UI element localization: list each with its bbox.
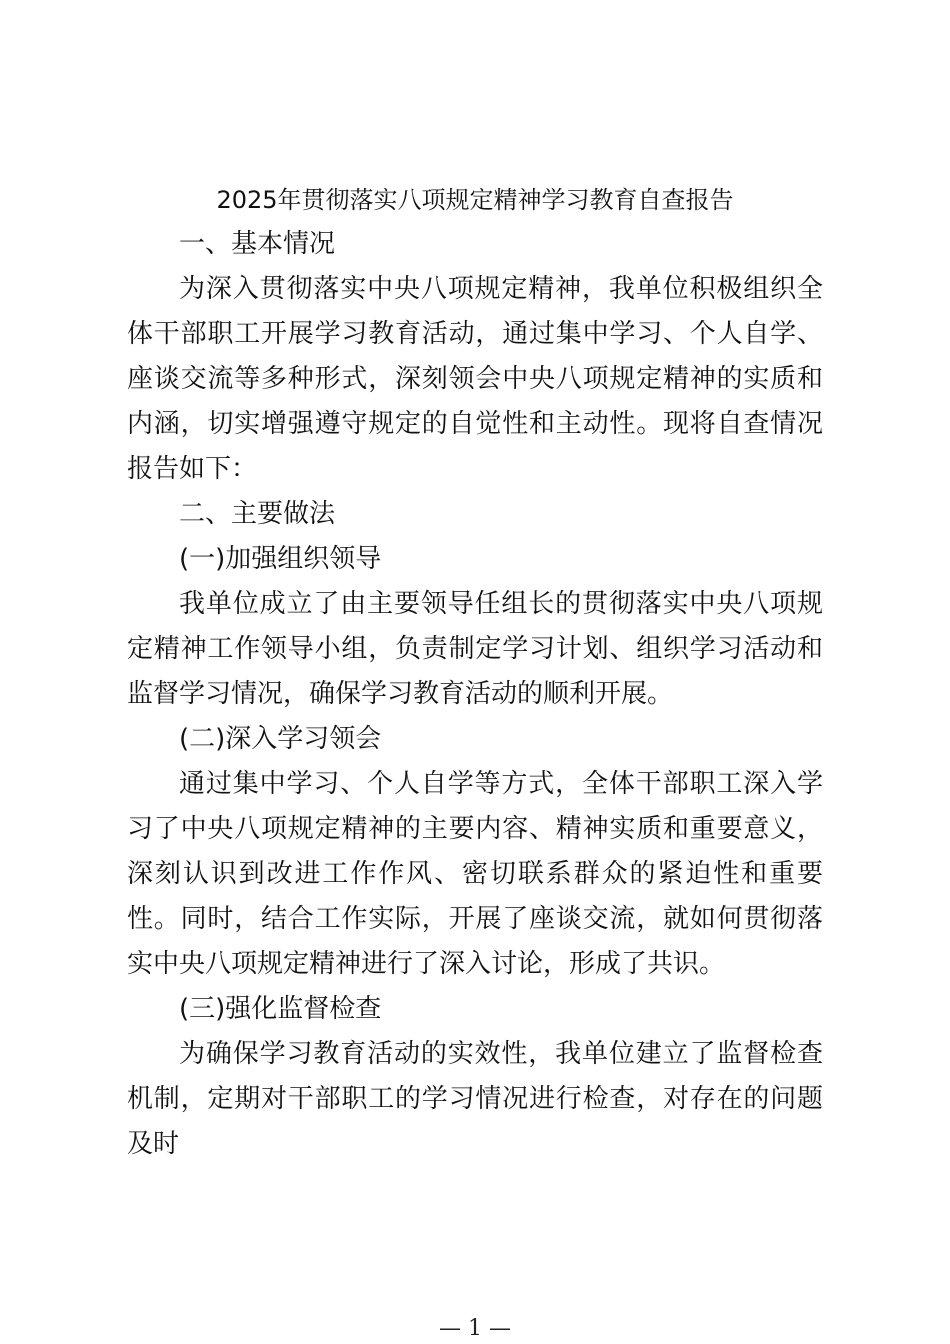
page-number: — 1 — xyxy=(439,1316,511,1341)
paragraph-organization: 我单位成立了由主要领导任组长的贯彻落实中央八项规定精神工作领导小组，负责制定学习计划、组织学习活动和监督学习情况，确保学习教育活动的顺利开展。 xyxy=(127,589,823,709)
subheading-supervision: (三)强化监督检查 xyxy=(179,994,382,1024)
document-title: 2025年贯彻落实八项规定精神学习教育自查报告 xyxy=(216,186,734,214)
paragraph-basic: 为深入贯彻落实中央八项规定精神，我单位积极组织全体干部职工开展学习教育活动，通过集中学习、个人自学、座谈交流等多种形式，深刻领会中央八项规定精神的实质和内涵，切实增强遵守规定的自觉性和主动性。现将自查情况报告如下： xyxy=(127,274,823,484)
paragraph-supervision: 为确保学习教育活动的实效性，我单位建立了监督检查机制，定期对干部职工的学习情况进行检查，对存在的问题及时 xyxy=(127,1039,823,1159)
subheading-study: (二)深入学习领会 xyxy=(179,724,382,754)
paragraph-study: 通过集中学习、个人自学等方式，全体干部职工深入学习了中央八项规定精神的主要内容、精神实质和重要意义，深刻认识到改进工作作风、密切联系群众的紧迫性和重要性。同时，结合工作实际，开展了座谈交流，就如何贯彻落实中央八项规定精神进行了深入讨论，形成了共识。 xyxy=(127,769,823,979)
section-heading-practices: 二、主要做法 xyxy=(179,499,336,529)
section-heading-basic: 一、基本情况 xyxy=(179,229,336,259)
document-body xyxy=(127,178,823,1167)
subheading-organization: (一)加强组织领导 xyxy=(179,544,382,574)
